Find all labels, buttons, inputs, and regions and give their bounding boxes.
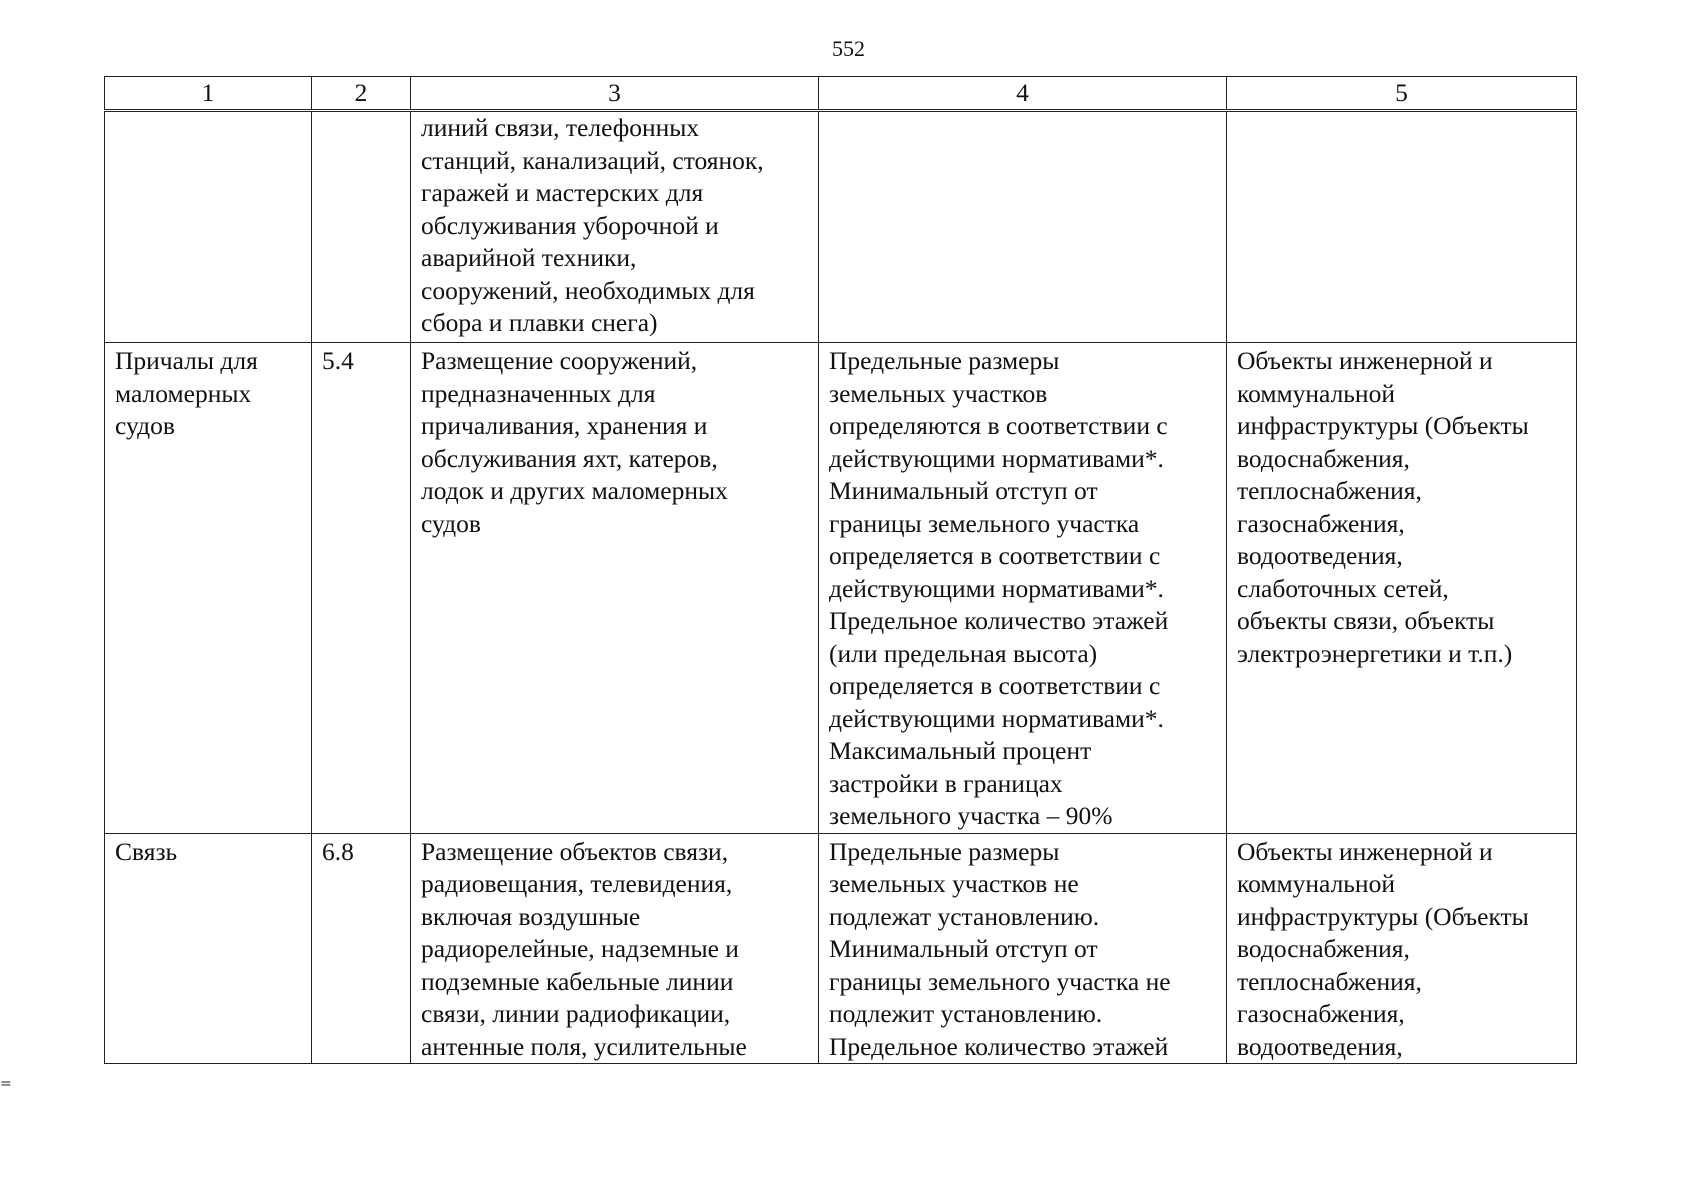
cell-text-line: Предельные размеры [829,346,1060,375]
cell-auxiliary-uses [1227,343,1577,834]
cell-text-line: водоотведения, [1237,541,1403,570]
cell-text-line: 5.4 [322,346,354,375]
cell-parameters [819,343,1227,834]
cell-text-line: Причалы для [115,346,258,375]
cell-text-line: Объекты инженерной и [1237,836,1493,866]
land-use-table [104,76,1577,1064]
cell-text-line: радиовещания, телевидения, [421,869,733,898]
table-row-communications [105,833,1577,1064]
cell-text-line: коммунальной [1237,378,1395,408]
cell-text-line: лодок и других маломерных [421,476,728,505]
cell-text-line: определяется в соответствии с [829,541,1161,570]
cell-text-line: радиорелейные, надземные и [421,934,739,963]
cell-code [312,343,411,834]
cell-text-line: 6.8 [322,836,354,866]
cell-text-line: границы земельного участка [829,508,1140,538]
cell-text-line: электроэнергетики и т.п.) [1237,638,1513,668]
cell-text-line: объекты связи, объекты [1237,606,1495,635]
cell-text-line: сбора и плавки снега) [421,308,658,337]
cell-text-line: определяются в соответствии с [829,411,1168,440]
cell-text-line: слаботочных сетей, [1237,573,1449,603]
cell-text-line: газоснабжения, [1237,508,1405,538]
cell-text-line: земельных участков [829,378,1048,408]
cell-text-line: действующими нормативами*. [829,573,1164,603]
cell-text-line: застройки в границах [829,768,1063,798]
cell-text-line: подземные кабельные линии [421,966,734,996]
cell-text-line: сооружений, необходимых для [421,275,755,305]
column-header-5: 5 [1227,77,1577,111]
cell-parameters [819,833,1227,1064]
cell-text-line: обслуживания уборочной и [421,210,719,240]
cell-text-line: Предельные размеры [829,836,1060,866]
cell-text-line: инфраструктуры (Объекты [1237,411,1529,440]
cell-text-line: теплоснабжения, [1237,476,1422,505]
cell-description [411,833,819,1064]
cell-text-line: инфраструктуры (Объекты [1237,901,1529,931]
cell-text-line: судов [421,508,481,538]
cell-text-line: границы земельного участка не [829,966,1171,996]
column-header-3: 3 [411,77,819,111]
cell-text-line: водоснабжения, [1237,443,1410,473]
cell-text-line: теплоснабжения, [1237,966,1422,996]
cell-text-line: земельных участков не [829,869,1079,898]
table-row-small-craft-moorings [105,343,1577,834]
cell-text-line: линий связи, телефонных [421,113,700,142]
cell-text-line: связи, линии радиофикации, [421,999,731,1028]
cell-text-line: Минимальный отступ от [829,476,1098,505]
cell-text-line: действующими нормативами*. [829,703,1164,733]
cell-text-line: земельного участка – 90% [829,801,1113,830]
cell-text-line: водоснабжения, [1237,934,1410,963]
cell-text-line: включая воздушные [421,901,641,931]
cell-text-line: (или предельная высота) [829,638,1098,668]
column-header-1: 1 [105,77,312,111]
column-header-4: 4 [819,77,1227,111]
cell-text-line: Связь [115,836,178,866]
cell-text-line: обслуживания яхт, катеров, [421,443,718,473]
cell-text-line: Объекты инженерной и [1237,346,1493,375]
cell-description [411,343,819,834]
table-body [105,111,1577,1064]
cell-text-line: Предельное количество этажей [829,1031,1169,1061]
cell-text-line: действующими нормативами*. [829,443,1164,473]
cell-name [105,111,312,343]
cell-parameters [819,111,1227,343]
cell-text-line: маломерных [115,378,252,408]
margin-mark: = [0,1076,12,1092]
cell-text-line: Предельное количество этажей [829,606,1169,635]
cell-text-line: определяется в соответствии с [829,671,1161,700]
cell-text-line: коммунальной [1237,869,1395,898]
cell-text-line: газоснабжения, [1237,999,1405,1028]
cell-auxiliary-uses [1227,111,1577,343]
cell-text-line: станций, канализаций, стоянок, [421,145,764,175]
cell-text-line: судов [115,411,175,440]
cell-text-line: Размещение объектов связи, [421,836,729,866]
cell-text-line: гаражей и мастерских для [421,178,704,207]
cell-code [312,833,411,1064]
table-row-continuation [105,111,1577,343]
cell-description [411,111,819,343]
cell-name [105,833,312,1064]
cell-auxiliary-uses [1227,833,1577,1064]
cell-text-line: Максимальный процент [829,736,1092,765]
cell-text-line: аварийной техники, [421,243,637,272]
cell-text-line: водоотведения, [1237,1031,1403,1061]
cell-text-line: Минимальный отступ от [829,934,1098,963]
cell-text-line: причаливания, хранения и [421,411,708,440]
column-header-2: 2 [312,77,411,111]
cell-code [312,111,411,343]
page-number: 552 [832,36,865,61]
cell-text-line: Размещение сооружений, [421,346,698,375]
cell-text-line: подлежат установлению. [829,901,1100,931]
cell-text-line: подлежит установлению. [829,999,1103,1028]
cell-name [105,343,312,834]
header-row [105,77,1577,111]
cell-text-line: антенные поля, усилительные [421,1031,747,1061]
cell-text-line: предназначенных для [421,378,656,408]
